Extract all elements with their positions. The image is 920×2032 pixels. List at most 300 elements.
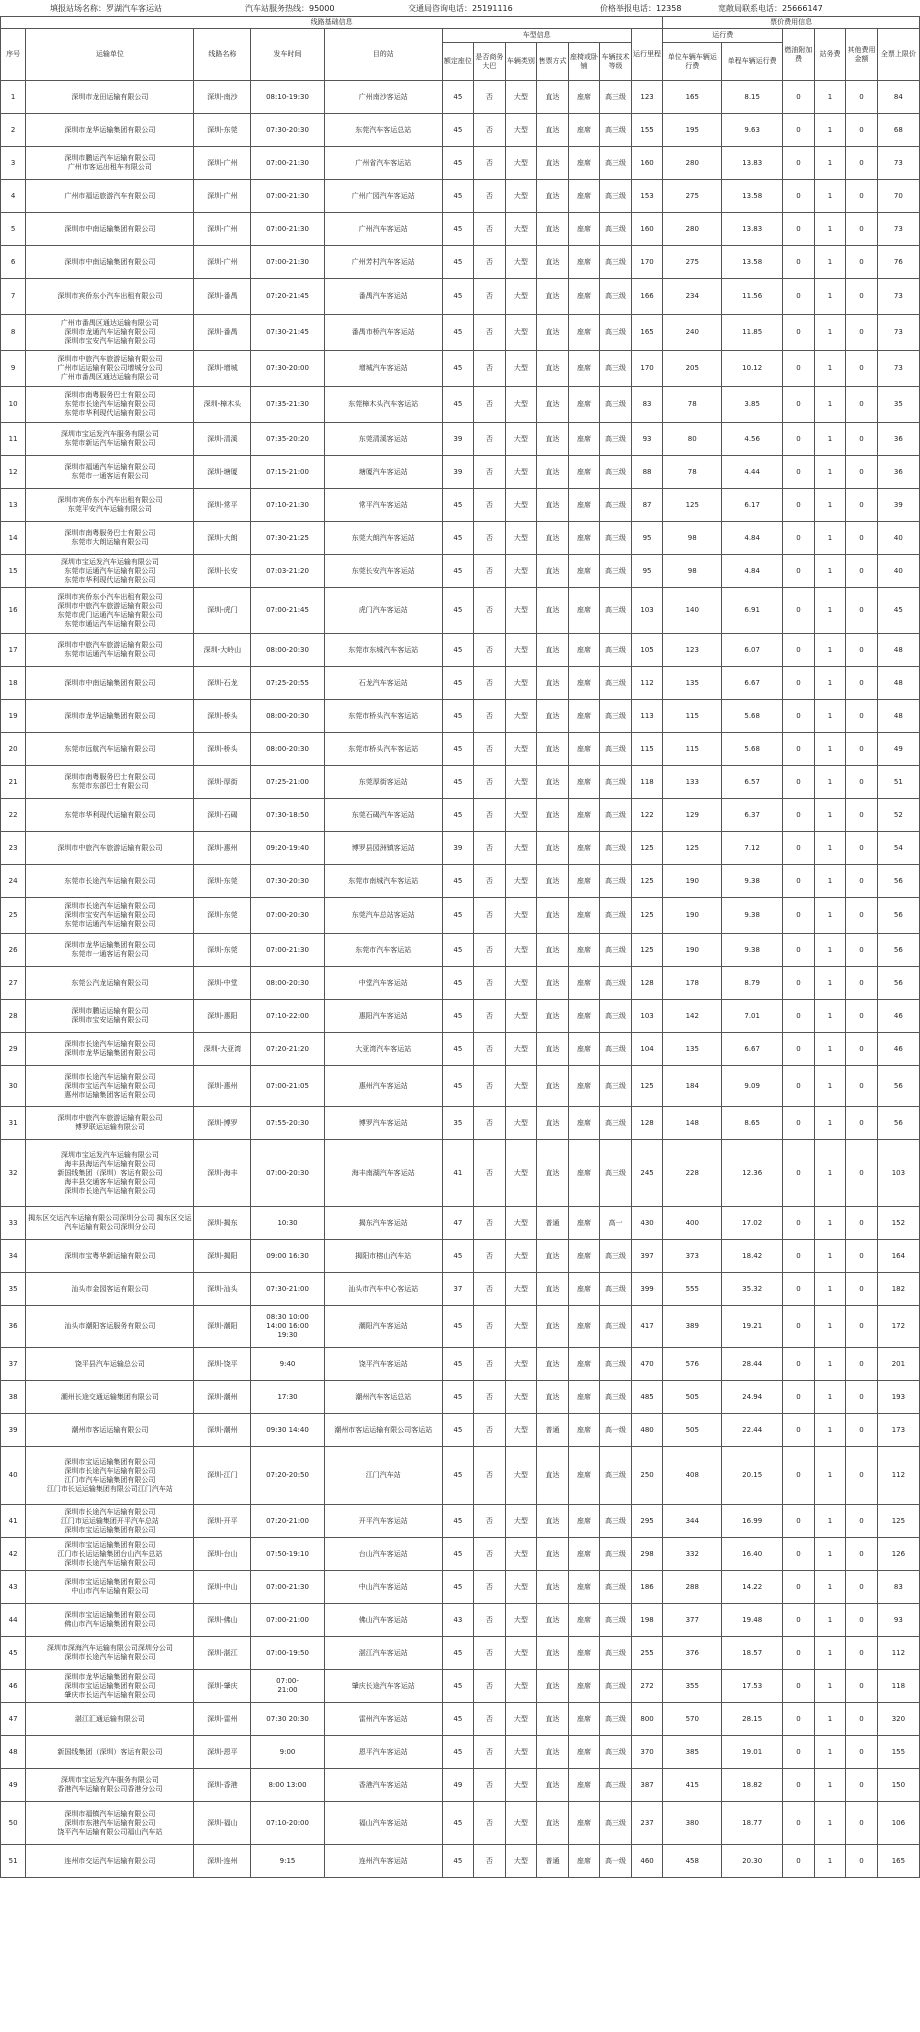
cell-unit-price: 165 xyxy=(663,81,722,114)
cell-station-fee: 1 xyxy=(814,1348,846,1381)
cell-mode: 直达 xyxy=(537,555,569,588)
cell-seat-type: 座席 xyxy=(568,1703,600,1736)
fare-group: 运行费 xyxy=(663,29,783,43)
cell-other: 0 xyxy=(846,1736,878,1769)
cell-distance: 103 xyxy=(631,588,663,634)
cell-times: 07:25-20:55 xyxy=(251,667,325,700)
cell-per-km: 6.37 xyxy=(722,799,783,832)
cell-total: 165 xyxy=(877,1845,919,1878)
cell-seq: 37 xyxy=(1,1348,26,1381)
cell-seats: 45 xyxy=(442,1348,474,1381)
cell-seat-type: 座席 xyxy=(568,1140,600,1207)
cell-total: 93 xyxy=(877,1604,919,1637)
cell-times: 07:20-20:50 xyxy=(251,1447,325,1505)
cell-mode: 直达 xyxy=(537,114,569,147)
cell-company: 深圳市福通汽车运输有限公司 东莞市一通客运有限公司 xyxy=(26,456,194,489)
cell-seat-type: 座席 xyxy=(568,1604,600,1637)
table-row xyxy=(1,387,920,423)
cell-total: 118 xyxy=(877,1670,919,1703)
cell-route: 深圳-揭东 xyxy=(194,1207,251,1240)
col-seat-type: 座椅或卧铺 xyxy=(568,43,600,81)
table-row xyxy=(1,832,920,865)
cell-dest: 常平汽车客运站 xyxy=(324,489,442,522)
cell-distance: 104 xyxy=(631,1033,663,1066)
cell-station-fee: 1 xyxy=(814,700,846,733)
col-station-fee: 站务费 xyxy=(814,29,846,81)
route-info-group: 线路基础信息 xyxy=(1,17,663,29)
cell-station-fee: 1 xyxy=(814,1000,846,1033)
cell-per-km: 4.44 xyxy=(722,456,783,489)
cell-mode: 直达 xyxy=(537,489,569,522)
cell-fuel: 0 xyxy=(783,1703,815,1736)
table-row xyxy=(1,1207,920,1240)
cell-dest: 东莞市桥头汽车客运站 xyxy=(324,700,442,733)
cell-per-km: 6.67 xyxy=(722,667,783,700)
cell-times: 08:00-20:30 xyxy=(251,634,325,667)
cell-distance: 128 xyxy=(631,967,663,1000)
cell-unit-price: 288 xyxy=(663,1571,722,1604)
cell-business: 否 xyxy=(474,315,506,351)
cell-other: 0 xyxy=(846,1306,878,1348)
cell-dest: 东莞清溪客运站 xyxy=(324,423,442,456)
table-row xyxy=(1,700,920,733)
cell-per-km: 6.57 xyxy=(722,766,783,799)
cell-other: 0 xyxy=(846,351,878,387)
cell-mode: 直达 xyxy=(537,1273,569,1306)
cell-fuel: 0 xyxy=(783,799,815,832)
table-row xyxy=(1,555,920,588)
cell-category: 大型 xyxy=(505,1571,537,1604)
cell-grade: 高三级 xyxy=(600,865,632,898)
cell-seq: 14 xyxy=(1,522,26,555)
cell-seq: 44 xyxy=(1,1604,26,1637)
cell-company: 深圳市中南运输集团有限公司 xyxy=(26,667,194,700)
cell-seats: 45 xyxy=(442,967,474,1000)
cell-unit-price: 195 xyxy=(663,114,722,147)
cell-total: 45 xyxy=(877,588,919,634)
cell-business: 否 xyxy=(474,1207,506,1240)
cell-route: 深圳-连州 xyxy=(194,1845,251,1878)
cell-route: 深圳-潮州 xyxy=(194,1414,251,1447)
cell-fuel: 0 xyxy=(783,865,815,898)
cell-category: 大型 xyxy=(505,387,537,423)
cell-per-km: 28.15 xyxy=(722,1703,783,1736)
cell-distance: 417 xyxy=(631,1306,663,1348)
cell-distance: 128 xyxy=(631,1107,663,1140)
cell-seq: 39 xyxy=(1,1414,26,1447)
cell-other: 0 xyxy=(846,934,878,967)
cell-dest: 东莞樟木头汽车客运站 xyxy=(324,387,442,423)
cell-category: 大型 xyxy=(505,1273,537,1306)
cell-times: 07:20-21:20 xyxy=(251,1033,325,1066)
cell-dest: 虎门汽车客运站 xyxy=(324,588,442,634)
cell-station-fee: 1 xyxy=(814,832,846,865)
cell-business: 否 xyxy=(474,1348,506,1381)
cell-seq: 32 xyxy=(1,1140,26,1207)
col-mode: 售票方式 xyxy=(537,43,569,81)
cell-seats: 45 xyxy=(442,1703,474,1736)
cell-other: 0 xyxy=(846,1802,878,1845)
cell-business: 否 xyxy=(474,81,506,114)
cell-per-km: 11.56 xyxy=(722,279,783,315)
cell-grade: 高三级 xyxy=(600,180,632,213)
cell-per-km: 13.83 xyxy=(722,147,783,180)
cell-seq: 21 xyxy=(1,766,26,799)
cell-times: 07:00-21:30 xyxy=(251,246,325,279)
cell-business: 否 xyxy=(474,423,506,456)
cell-company: 东莞公汽龙运输有限公司 xyxy=(26,967,194,1000)
cell-station-fee: 1 xyxy=(814,1845,846,1878)
cell-business: 否 xyxy=(474,1769,506,1802)
cell-unit-price: 78 xyxy=(663,387,722,423)
cell-seq: 50 xyxy=(1,1802,26,1845)
cell-grade: 高三级 xyxy=(600,1538,632,1571)
cell-fuel: 0 xyxy=(783,1033,815,1066)
cell-company: 深圳市南粤服务巴士有限公司 东莞市长途汽车运输有限公司 东莞市华利现代运输有限公司 xyxy=(26,387,194,423)
cell-business: 否 xyxy=(474,1140,506,1207)
cell-mode: 直达 xyxy=(537,279,569,315)
cell-unit-price: 373 xyxy=(663,1240,722,1273)
cell-seq: 13 xyxy=(1,489,26,522)
cell-seats: 45 xyxy=(442,147,474,180)
cell-other: 0 xyxy=(846,700,878,733)
cell-category: 大型 xyxy=(505,967,537,1000)
cell-seq: 10 xyxy=(1,387,26,423)
cell-per-km: 13.58 xyxy=(722,180,783,213)
cell-route: 深圳-海丰 xyxy=(194,1140,251,1207)
table-row xyxy=(1,213,920,246)
cell-route: 深圳-汕头 xyxy=(194,1273,251,1306)
cell-fuel: 0 xyxy=(783,1348,815,1381)
cell-times: 07:10-20:00 xyxy=(251,1802,325,1845)
cell-station-fee: 1 xyxy=(814,898,846,934)
cell-route: 深圳-福山 xyxy=(194,1802,251,1845)
vehicle-info-group: 车型信息 xyxy=(442,29,631,43)
cell-fuel: 0 xyxy=(783,1802,815,1845)
cell-grade: 高三级 xyxy=(600,1306,632,1348)
cell-other: 0 xyxy=(846,1604,878,1637)
cell-other: 0 xyxy=(846,1414,878,1447)
cell-total: 73 xyxy=(877,147,919,180)
cell-route: 深圳-清溪 xyxy=(194,423,251,456)
cell-seats: 45 xyxy=(442,898,474,934)
cell-category: 大型 xyxy=(505,246,537,279)
cell-per-km: 18.82 xyxy=(722,1769,783,1802)
cell-distance: 470 xyxy=(631,1348,663,1381)
cell-station-fee: 1 xyxy=(814,180,846,213)
cell-station-fee: 1 xyxy=(814,1538,846,1571)
cell-seq: 49 xyxy=(1,1769,26,1802)
cell-business: 否 xyxy=(474,489,506,522)
cell-other: 0 xyxy=(846,147,878,180)
cell-seat-type: 座席 xyxy=(568,1802,600,1845)
cell-grade: 高三级 xyxy=(600,1505,632,1538)
cell-seq: 23 xyxy=(1,832,26,865)
cell-other: 0 xyxy=(846,81,878,114)
cell-seq: 27 xyxy=(1,967,26,1000)
cell-per-km: 16.99 xyxy=(722,1505,783,1538)
cell-grade: 高三级 xyxy=(600,279,632,315)
cell-other: 0 xyxy=(846,1670,878,1703)
cell-company: 深圳市鹏运运输有限公司 深圳市宝安运输有限公司 xyxy=(26,1000,194,1033)
cell-seat-type: 座席 xyxy=(568,832,600,865)
cell-business: 否 xyxy=(474,1505,506,1538)
cell-dest: 肇庆长途汽车客运站 xyxy=(324,1670,442,1703)
cell-total: 40 xyxy=(877,555,919,588)
cell-seats: 45 xyxy=(442,1538,474,1571)
cell-per-km: 17.02 xyxy=(722,1207,783,1240)
cell-fuel: 0 xyxy=(783,1670,815,1703)
cell-station-fee: 1 xyxy=(814,1703,846,1736)
table-row xyxy=(1,522,920,555)
cell-grade: 高三级 xyxy=(600,934,632,967)
cell-station-fee: 1 xyxy=(814,865,846,898)
cell-dest: 广州广园汽车客运站 xyxy=(324,180,442,213)
cell-station-fee: 1 xyxy=(814,387,846,423)
cell-grade: 高三级 xyxy=(600,351,632,387)
cell-business: 否 xyxy=(474,934,506,967)
cell-total: 150 xyxy=(877,1769,919,1802)
cell-per-km: 11.85 xyxy=(722,315,783,351)
cell-seat-type: 座席 xyxy=(568,1273,600,1306)
cell-seats: 45 xyxy=(442,213,474,246)
cell-other: 0 xyxy=(846,1240,878,1273)
cell-seq: 15 xyxy=(1,555,26,588)
cell-other: 0 xyxy=(846,733,878,766)
cell-mode: 直达 xyxy=(537,634,569,667)
cell-seats: 45 xyxy=(442,799,474,832)
cell-seats: 45 xyxy=(442,180,474,213)
cell-times: 07:55-20:30 xyxy=(251,1107,325,1140)
cell-dest: 增城汽车客运站 xyxy=(324,351,442,387)
cell-business: 否 xyxy=(474,279,506,315)
cell-seats: 45 xyxy=(442,315,474,351)
cell-per-km: 4.84 xyxy=(722,522,783,555)
cell-per-km: 5.68 xyxy=(722,700,783,733)
cell-seq: 31 xyxy=(1,1107,26,1140)
cell-route: 深圳-大亚湾 xyxy=(194,1033,251,1066)
cell-route: 深圳-湛江 xyxy=(194,1637,251,1670)
cell-company: 新国线集团（深圳）客运有限公司 xyxy=(26,1736,194,1769)
cell-seats: 45 xyxy=(442,351,474,387)
cell-per-km: 9.38 xyxy=(722,865,783,898)
cell-business: 否 xyxy=(474,1571,506,1604)
cell-other: 0 xyxy=(846,1066,878,1107)
cell-fuel: 0 xyxy=(783,1000,815,1033)
col-seats: 额定座位 xyxy=(442,43,474,81)
cell-total: 52 xyxy=(877,799,919,832)
cell-total: 106 xyxy=(877,1802,919,1845)
cell-seats: 45 xyxy=(442,700,474,733)
cell-unit-price: 123 xyxy=(663,634,722,667)
cell-dest: 连州汽车客运站 xyxy=(324,1845,442,1878)
cell-unit-price: 78 xyxy=(663,456,722,489)
cell-unit-price: 125 xyxy=(663,832,722,865)
cell-station-fee: 1 xyxy=(814,489,846,522)
table-row xyxy=(1,898,920,934)
cell-dest: 开平汽车客运站 xyxy=(324,1505,442,1538)
cell-distance: 125 xyxy=(631,1066,663,1107)
cell-distance: 397 xyxy=(631,1240,663,1273)
cell-seq: 7 xyxy=(1,279,26,315)
cell-business: 否 xyxy=(474,1447,506,1505)
cell-category: 大型 xyxy=(505,147,537,180)
cell-seat-type: 座席 xyxy=(568,1033,600,1066)
cell-other: 0 xyxy=(846,456,878,489)
cell-dest: 番禺市桥汽车客运站 xyxy=(324,315,442,351)
cell-unit-price: 275 xyxy=(663,246,722,279)
cell-route: 深圳-广州 xyxy=(194,246,251,279)
cell-seat-type: 座席 xyxy=(568,733,600,766)
cell-category: 大型 xyxy=(505,1033,537,1066)
cell-total: 49 xyxy=(877,733,919,766)
cell-seats: 45 xyxy=(442,1845,474,1878)
cell-mode: 直达 xyxy=(537,246,569,279)
cell-station-fee: 1 xyxy=(814,147,846,180)
cell-total: 51 xyxy=(877,766,919,799)
cell-per-km: 8.65 xyxy=(722,1107,783,1140)
cell-grade: 高三级 xyxy=(600,522,632,555)
cell-category: 大型 xyxy=(505,1207,537,1240)
cell-total: 36 xyxy=(877,423,919,456)
cell-distance: 298 xyxy=(631,1538,663,1571)
cell-other: 0 xyxy=(846,423,878,456)
cell-seat-type: 座席 xyxy=(568,667,600,700)
cell-seq: 38 xyxy=(1,1381,26,1414)
cell-business: 否 xyxy=(474,1000,506,1033)
cell-times: 09:00 16:30 xyxy=(251,1240,325,1273)
table-row xyxy=(1,865,920,898)
cell-company: 饶平县汽车运输总公司 xyxy=(26,1348,194,1381)
cell-route: 深圳-开平 xyxy=(194,1505,251,1538)
cell-per-km: 6.17 xyxy=(722,489,783,522)
cell-distance: 272 xyxy=(631,1670,663,1703)
cell-distance: 255 xyxy=(631,1637,663,1670)
cell-times: 07:15-21:00 xyxy=(251,456,325,489)
cell-total: 73 xyxy=(877,279,919,315)
cell-mode: 直达 xyxy=(537,1306,569,1348)
cell-grade: 高三级 xyxy=(600,456,632,489)
cell-unit-price: 344 xyxy=(663,1505,722,1538)
cell-mode: 直达 xyxy=(537,1736,569,1769)
cell-per-km: 7.12 xyxy=(722,832,783,865)
cell-seats: 41 xyxy=(442,1140,474,1207)
cell-other: 0 xyxy=(846,832,878,865)
cell-other: 0 xyxy=(846,1538,878,1571)
cell-business: 否 xyxy=(474,114,506,147)
cell-company: 深圳市南粤服务巴士有限公司 东莞市东部巴士有限公司 xyxy=(26,766,194,799)
cell-dest: 海丰南湖汽车客运站 xyxy=(324,1140,442,1207)
cell-grade: 高三级 xyxy=(600,1381,632,1414)
cell-company: 广州市番禺区通达运输有限公司 深圳市龙通汽车运输有限公司 深圳市宝安汽车运输有限公司 xyxy=(26,315,194,351)
cell-seat-type: 座席 xyxy=(568,1066,600,1107)
cell-grade: 高三级 xyxy=(600,555,632,588)
cell-grade: 高三级 xyxy=(600,898,632,934)
cell-seat-type: 座席 xyxy=(568,865,600,898)
cell-station-fee: 1 xyxy=(814,456,846,489)
cell-category: 大型 xyxy=(505,667,537,700)
cell-company: 深圳市中旅汽车旅游运输有限公司 博罗联运运输有限公司 xyxy=(26,1107,194,1140)
cell-category: 大型 xyxy=(505,1637,537,1670)
cell-total: 125 xyxy=(877,1505,919,1538)
cell-mode: 直达 xyxy=(537,766,569,799)
cell-station-fee: 1 xyxy=(814,1381,846,1414)
table-row xyxy=(1,279,920,315)
cell-station-fee: 1 xyxy=(814,667,846,700)
cell-station-fee: 1 xyxy=(814,1736,846,1769)
cell-mode: 直达 xyxy=(537,180,569,213)
cell-business: 否 xyxy=(474,1703,506,1736)
cell-seat-type: 座席 xyxy=(568,489,600,522)
cell-distance: 399 xyxy=(631,1273,663,1306)
cell-total: 112 xyxy=(877,1447,919,1505)
cell-dest: 东莞市桥头汽车客运站 xyxy=(324,733,442,766)
cell-distance: 95 xyxy=(631,522,663,555)
cell-dest: 东莞汽车总站客运站 xyxy=(324,898,442,934)
cell-fuel: 0 xyxy=(783,1571,815,1604)
cell-route: 深圳-大朗 xyxy=(194,522,251,555)
cell-company: 深圳市宝运运输集团有限公司 佛山市汽车运输集团有限公司 xyxy=(26,1604,194,1637)
cell-total: 48 xyxy=(877,667,919,700)
cell-fuel: 0 xyxy=(783,456,815,489)
cell-per-km: 6.07 xyxy=(722,634,783,667)
cell-dest: 佛山汽车客运站 xyxy=(324,1604,442,1637)
cell-seats: 45 xyxy=(442,588,474,634)
cell-seq: 51 xyxy=(1,1845,26,1878)
cell-seat-type: 座席 xyxy=(568,700,600,733)
cell-station-fee: 1 xyxy=(814,213,846,246)
cell-distance: 186 xyxy=(631,1571,663,1604)
cell-grade: 高三级 xyxy=(600,423,632,456)
cell-other: 0 xyxy=(846,1769,878,1802)
cell-mode: 直达 xyxy=(537,733,569,766)
cell-business: 否 xyxy=(474,1273,506,1306)
cell-route: 深圳-南沙 xyxy=(194,81,251,114)
table-row xyxy=(1,1240,920,1273)
cell-seats: 39 xyxy=(442,423,474,456)
cell-station-fee: 1 xyxy=(814,351,846,387)
cell-company: 深圳市宝粤华新运输有限公司 xyxy=(26,1240,194,1273)
cell-seq: 36 xyxy=(1,1306,26,1348)
cell-route: 深圳-广州 xyxy=(194,147,251,180)
table-row xyxy=(1,1571,920,1604)
cell-station-fee: 1 xyxy=(814,1802,846,1845)
cell-mode: 直达 xyxy=(537,1637,569,1670)
cell-dest: 东莞汽车客运总站 xyxy=(324,114,442,147)
cell-route: 深圳-台山 xyxy=(194,1538,251,1571)
cell-dest: 惠阳汽车客运站 xyxy=(324,1000,442,1033)
cell-fuel: 0 xyxy=(783,634,815,667)
cell-business: 否 xyxy=(474,522,506,555)
cell-other: 0 xyxy=(846,1447,878,1505)
cell-mode: 直达 xyxy=(537,1703,569,1736)
cell-station-fee: 1 xyxy=(814,733,846,766)
cell-business: 否 xyxy=(474,588,506,634)
cell-unit-price: 376 xyxy=(663,1637,722,1670)
cell-station-fee: 1 xyxy=(814,1637,846,1670)
cell-distance: 113 xyxy=(631,700,663,733)
cell-total: 155 xyxy=(877,1736,919,1769)
price-hotline: 价格举报电话：12358 xyxy=(600,4,682,13)
cell-total: 112 xyxy=(877,1637,919,1670)
cell-station-fee: 1 xyxy=(814,1273,846,1306)
cell-category: 大型 xyxy=(505,733,537,766)
cell-mode: 直达 xyxy=(537,1670,569,1703)
cell-route: 深圳-桥头 xyxy=(194,733,251,766)
table-row xyxy=(1,489,920,522)
cell-dest: 广州省汽车客运站 xyxy=(324,147,442,180)
cell-station-fee: 1 xyxy=(814,1604,846,1637)
